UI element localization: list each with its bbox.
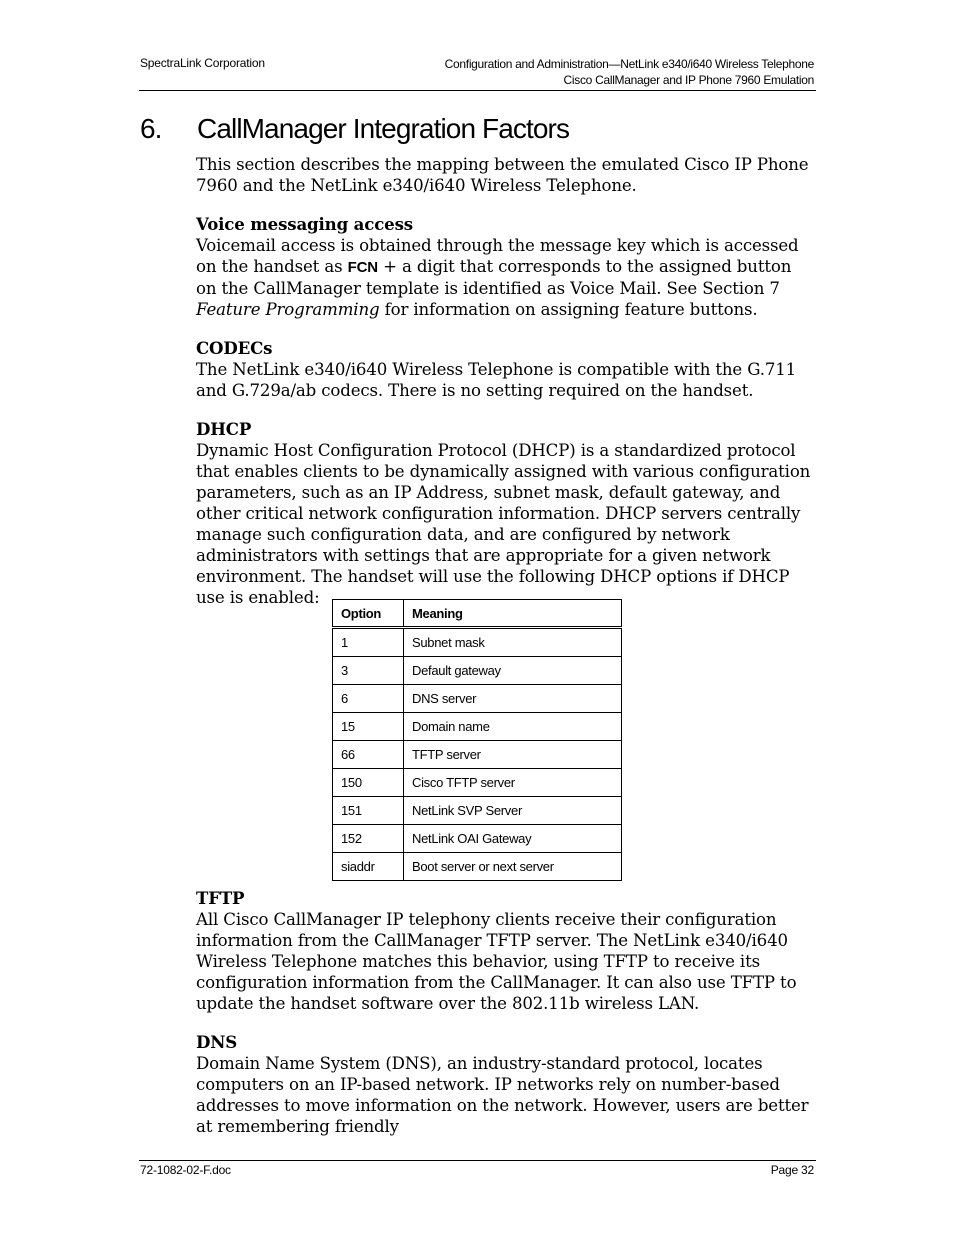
feature-programming-ref: Feature Programming bbox=[196, 300, 380, 319]
codecs-text: The NetLink e340/i640 Wireless Telephone is compatible with the G.711 and G.729a/ab codecs. There is no setting required on the handset. bbox=[196, 360, 797, 400]
voice-messaging-title: Voice messaging access bbox=[196, 214, 413, 234]
dns-section bbox=[196, 1032, 816, 1137]
footer-page-number: Page 32 bbox=[770, 1163, 814, 1177]
option-cell: 15 bbox=[333, 713, 404, 741]
footer-doc-id: 72-1082-02-F.doc bbox=[140, 1163, 231, 1177]
option-cell: 6 bbox=[333, 685, 404, 713]
table-row bbox=[333, 797, 622, 825]
dhcp-text: Dynamic Host Configuration Protocol (DHCP) is a standardized protocol that enables clients to be dynamically assigned with various configuration parameters, such as an IP Address, subnet mask, default gateway, and other critical network configuration information. DHCP servers centrally manage such configuration data, and are configured by network administrators with settings that are appropriate for a given network environment. The handset will use the following DHCP options if DHCP use is enabled: bbox=[196, 441, 811, 607]
codecs-section bbox=[196, 338, 816, 401]
voice-text-part1: Voicemail access is obtained through the message key which is accessed on the handset as bbox=[196, 236, 799, 276]
meaning-cell: Boot server or next server bbox=[404, 853, 622, 881]
codecs-title: CODECs bbox=[196, 338, 273, 358]
table-row bbox=[333, 657, 622, 685]
header-title-line1: Configuration and Administration—NetLink e340/i640 Wireless Telephone bbox=[444, 57, 814, 71]
meaning-cell: TFTP server bbox=[404, 741, 622, 769]
table-header-row bbox=[333, 600, 622, 628]
column-header-meaning: Meaning bbox=[404, 600, 622, 628]
dhcp-title: DHCP bbox=[196, 419, 252, 439]
table-row bbox=[333, 853, 622, 881]
section-title: CallManager Integration Factors bbox=[197, 113, 570, 144]
header-company: SpectraLink Corporation bbox=[140, 56, 265, 70]
voice-text-part2: + a digit that corresponds to the assigned button on the CallManager template is identified as Voice Mail. See Section 7 bbox=[196, 257, 792, 298]
meaning-cell: Default gateway bbox=[404, 657, 622, 685]
fcn-key-label: FCN bbox=[347, 259, 378, 276]
option-cell: siaddr bbox=[333, 853, 404, 881]
option-cell: 66 bbox=[333, 741, 404, 769]
section-number: 6. bbox=[140, 113, 162, 144]
dns-title: DNS bbox=[196, 1032, 238, 1052]
table-row bbox=[333, 713, 622, 741]
option-cell: 152 bbox=[333, 825, 404, 853]
table-row bbox=[333, 825, 622, 853]
dhcp-section bbox=[196, 419, 816, 608]
table-row bbox=[333, 628, 622, 657]
voice-messaging-section bbox=[196, 214, 816, 320]
meaning-cell: NetLink SVP Server bbox=[404, 797, 622, 825]
column-header-option: Option bbox=[333, 600, 404, 628]
dhcp-options-table bbox=[332, 599, 622, 881]
option-cell: 150 bbox=[333, 769, 404, 797]
meaning-cell: NetLink OAI Gateway bbox=[404, 825, 622, 853]
option-cell: 3 bbox=[333, 657, 404, 685]
voice-messaging-text bbox=[196, 235, 816, 320]
option-cell: 1 bbox=[333, 628, 404, 657]
dns-text: Domain Name System (DNS), an industry-standard protocol, locates computers on an IP-based network. IP networks rely on number-based addresses to move information on the network. However, users are better at remembering friendly bbox=[196, 1054, 809, 1136]
footer-rule bbox=[139, 1160, 816, 1161]
tftp-title: TFTP bbox=[196, 888, 245, 908]
meaning-cell: DNS server bbox=[404, 685, 622, 713]
section-body-continued bbox=[196, 888, 816, 1137]
tftp-text: All Cisco CallManager IP telephony clients receive their configuration information from the CallManager TFTP server. The NetLink e340/i640 Wireless Telephone matches this behavior, using TFTP to receive its configuration information from the CallManager. It can also use TFTP to update the handset software over the 802.11b wireless LAN. bbox=[196, 910, 797, 1013]
section-intro: This section describes the mapping between the emulated Cisco IP Phone 7960 and the NetLink e340/i640 Wireless Telephone. bbox=[196, 155, 809, 195]
header-rule bbox=[139, 90, 816, 91]
meaning-cell: Subnet mask bbox=[404, 628, 622, 657]
option-cell: 151 bbox=[333, 797, 404, 825]
meaning-cell: Cisco TFTP server bbox=[404, 769, 622, 797]
table-row bbox=[333, 685, 622, 713]
tftp-section bbox=[196, 888, 816, 1014]
section-body bbox=[196, 154, 816, 608]
voice-text-part3: for information on assigning feature buttons. bbox=[379, 300, 758, 319]
table-row bbox=[333, 741, 622, 769]
table-row bbox=[333, 769, 622, 797]
header-document-title bbox=[445, 56, 814, 88]
meaning-cell: Domain name bbox=[404, 713, 622, 741]
section-heading bbox=[140, 113, 569, 145]
header-title-line2: Cisco CallManager and IP Phone 7960 Emulation bbox=[563, 73, 814, 87]
